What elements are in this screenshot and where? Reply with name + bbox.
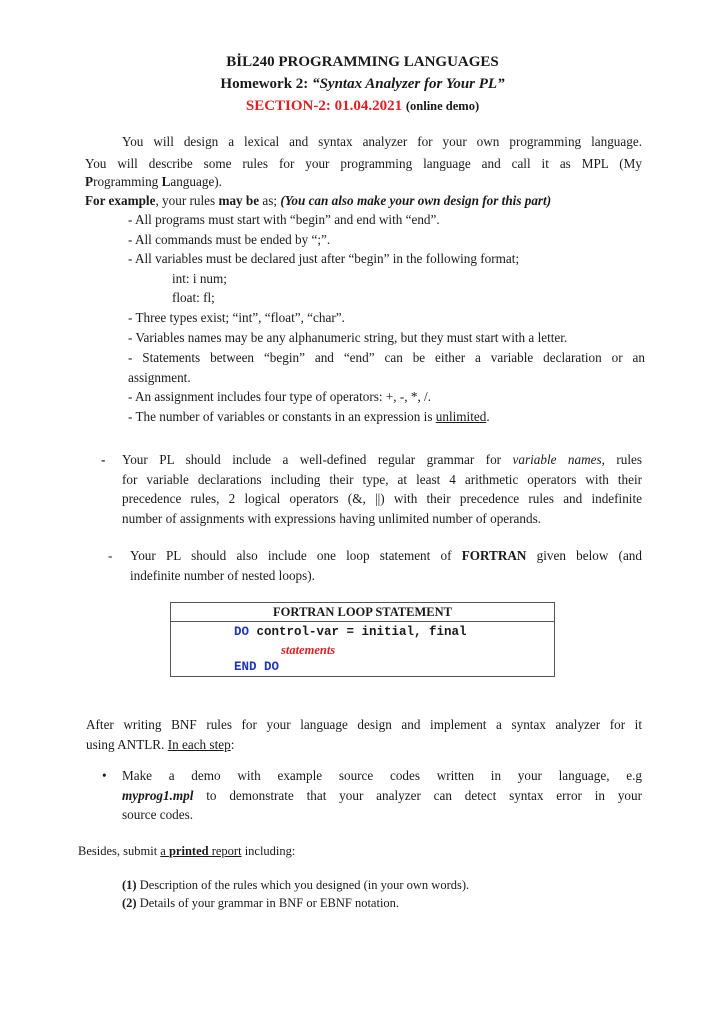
bullet-1-text-b: , rules xyxy=(601,452,642,467)
bullet-3-dot: • xyxy=(102,768,107,783)
report-item-2-text: Details of your grammar in BNF or EBNF notation. xyxy=(136,896,400,910)
course-title: BİL240 PROGRAMMING LANGUAGES xyxy=(226,54,499,70)
example-text-1: , your rules xyxy=(155,193,219,208)
bullet-3-line-1: Make a demo with example source codes written in your language, e.g xyxy=(122,768,642,783)
bullet-1-dash: - xyxy=(101,452,106,467)
intro-line-3 xyxy=(85,174,222,190)
intro-line-1: You will design a lexical and syntax analyzer for your own programming language. xyxy=(122,134,642,149)
bullet-2-text-a: Your PL should also include one loop statement of xyxy=(130,548,462,563)
after-underline: In each step xyxy=(167,737,231,752)
intro-text-1: rogramming xyxy=(93,174,162,189)
rule-2: - All commands must be ended by “;”. xyxy=(128,232,331,247)
report-item-2-num: (2) xyxy=(122,896,137,910)
intro-bold-l: L xyxy=(161,174,171,189)
besides-report: report xyxy=(208,844,242,858)
rule-4: - Three types exist; “int”, “float”, “char”. xyxy=(128,310,345,325)
rule-example-int: int: i num; xyxy=(172,271,227,286)
report-item-1 xyxy=(122,877,469,893)
bullet-3-line-2 xyxy=(122,788,642,804)
report-item-1-text: Description of the rules which you designed (in your own words). xyxy=(136,878,470,892)
rule-5: - Variables names may be any alphanumeric string, but they must start with a letter. xyxy=(128,330,568,345)
rule-example-float: float: fl; xyxy=(172,290,215,305)
report-item-1-num: (1) xyxy=(122,878,137,892)
besides-underline-a: a xyxy=(160,844,169,858)
loop-code-line xyxy=(234,624,467,640)
intro-bold-p: P xyxy=(85,174,94,189)
loop-table-header: FORTRAN LOOP STATEMENT xyxy=(171,603,555,622)
bullet-3-filename: myprog1.mpl xyxy=(122,788,194,803)
after-text-a: using ANTLR. xyxy=(86,737,168,752)
rule-1: - All programs must start with “begin” and end with “end”. xyxy=(128,212,440,227)
bullet-1-italic: variable names xyxy=(512,452,602,467)
keyword-do: DO xyxy=(234,625,250,639)
bullet-2-dash: - xyxy=(108,548,113,563)
bullet-2-line-2: indefinite number of nested loops). xyxy=(130,568,315,583)
besides-text-2: including: xyxy=(241,844,296,858)
example-bold: may be xyxy=(218,193,260,208)
loop-statements: statements xyxy=(281,643,336,657)
example-italic: (You can also make your own design for this part) xyxy=(280,193,552,208)
section-date: SECTION-2: 01.04.2021 xyxy=(245,98,403,114)
bullet-3-text: to demonstrate that your analyzer can detect syntax error in your xyxy=(193,788,642,803)
section-line xyxy=(0,98,725,115)
example-label: For example xyxy=(85,193,156,208)
rule-8-unlimited: unlimited xyxy=(435,409,487,424)
keyword-end-do: END DO xyxy=(234,660,280,674)
homework-title xyxy=(0,76,725,93)
bullet-1-line-4: number of assignments with expressions having unlimited number of operands. xyxy=(122,511,541,526)
rule-6-cont: assignment. xyxy=(128,370,191,385)
rule-8: - The number of variables or constants in an expression is unlimited. xyxy=(128,409,490,424)
besides-line xyxy=(78,843,295,859)
bullet-1-line-3: precedence rules, 2 logical operators (&, ||) with their precedence rules and indefinite xyxy=(122,491,642,506)
rule-6: - Statements between “begin” and “end” can be either a variable declaration or an xyxy=(128,350,645,365)
besides-text-1: Besides, submit xyxy=(78,844,161,858)
bullet-2-line-1 xyxy=(130,548,642,564)
intro-line-2: You will describe some rules for your programming language and call it as MPL (My xyxy=(85,156,642,171)
rule-3: - All variables must be declared just after “begin” in the following format; xyxy=(128,251,520,266)
after-line-1: After writing BNF rules for your language design and implement a syntax analyzer for it xyxy=(86,717,642,732)
homework-prefix: Homework 2: xyxy=(220,76,313,92)
section-note: (online demo) xyxy=(405,99,480,113)
intro-text-2: anguage). xyxy=(170,174,222,189)
example-text-2: as; xyxy=(259,193,281,208)
rule-8-text: - The number of variables or constants in an expression is xyxy=(128,409,436,424)
bullet-2-text-b: given below (and xyxy=(526,548,642,563)
bullet-1-line-1 xyxy=(122,452,642,468)
bullet-1-text-a: Your PL should include a well-defined regular grammar for xyxy=(122,452,513,467)
bullet-2-bold: FORTRAN xyxy=(461,548,527,563)
fortran-loop-table xyxy=(170,602,555,677)
after-text-b: : xyxy=(230,737,235,752)
loop-code-text: control-var = initial, final xyxy=(249,625,467,639)
besides-printed: printed xyxy=(168,844,209,858)
bullet-1-line-2: for variable declarations including their type, at least 4 arithmetic operators with their xyxy=(122,472,642,487)
homework-name: “Syntax Analyzer for Your PL” xyxy=(312,76,505,92)
bullet-3-line-3: source codes. xyxy=(122,807,194,822)
after-line-2 xyxy=(86,737,234,753)
report-item-2 xyxy=(122,895,399,911)
example-line xyxy=(85,193,551,209)
rule-7: - An assignment includes four type of operators: +, -, *, /. xyxy=(128,389,431,404)
loop-table-body xyxy=(171,622,555,677)
